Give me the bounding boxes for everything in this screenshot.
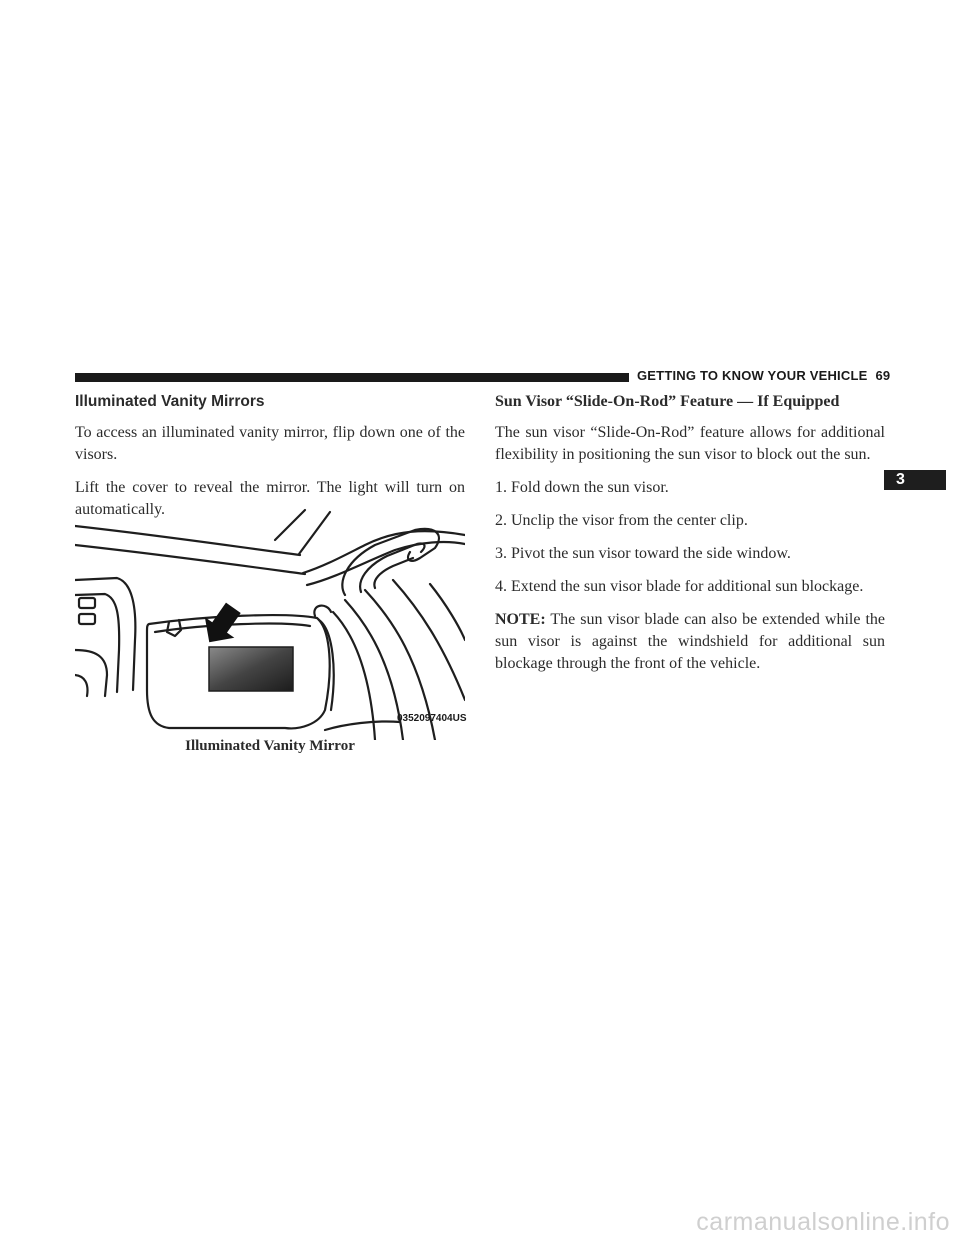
- vanity-mirror-illustration: [75, 500, 465, 740]
- paragraph: Lift the cover to reveal the mirror. The light will turn on automatically.: [75, 479, 465, 518]
- paragraph: The sun visor “Slide-On-Rod” feature allows for additional flexibility in positioning the sun visor to block out the sun.: [495, 424, 885, 463]
- right-column: [495, 392, 885, 686]
- page-number: 69: [875, 368, 891, 383]
- section-heading-sun-visor: Sun Visor “Slide-On-Rod” Feature — If Equipped: [495, 393, 840, 410]
- figure-code: 0352097404US: [397, 713, 467, 724]
- section-title: GETTING TO KNOW YOUR VEHICLE: [637, 368, 868, 383]
- figure-caption: Illuminated Vanity Mirror: [185, 738, 355, 754]
- chapter-tab: 3: [884, 470, 946, 490]
- section-heading-vanity-mirrors: Illuminated Vanity Mirrors: [75, 393, 265, 410]
- note-paragraph: [495, 609, 885, 675]
- header-rule: [75, 373, 629, 382]
- watermark: carmanualsonline.info: [696, 1208, 950, 1236]
- step-item: 3. Pivot the sun visor toward the side window.: [495, 545, 791, 562]
- note-text: The sun visor blade can also be extended while the sun visor is against the windshield for additional sun blockage through the front of the vehicle.: [495, 611, 885, 672]
- note-label: NOTE:: [495, 611, 546, 628]
- running-header: [637, 368, 890, 383]
- step-item: 4. Extend the sun visor blade for additional sun blockage.: [495, 578, 864, 595]
- step-item: 2. Unclip the visor from the center clip.: [495, 512, 748, 529]
- paragraph: To access an illuminated vanity mirror, flip down one of the visors.: [75, 424, 465, 463]
- step-item: 1. Fold down the sun visor.: [495, 479, 669, 496]
